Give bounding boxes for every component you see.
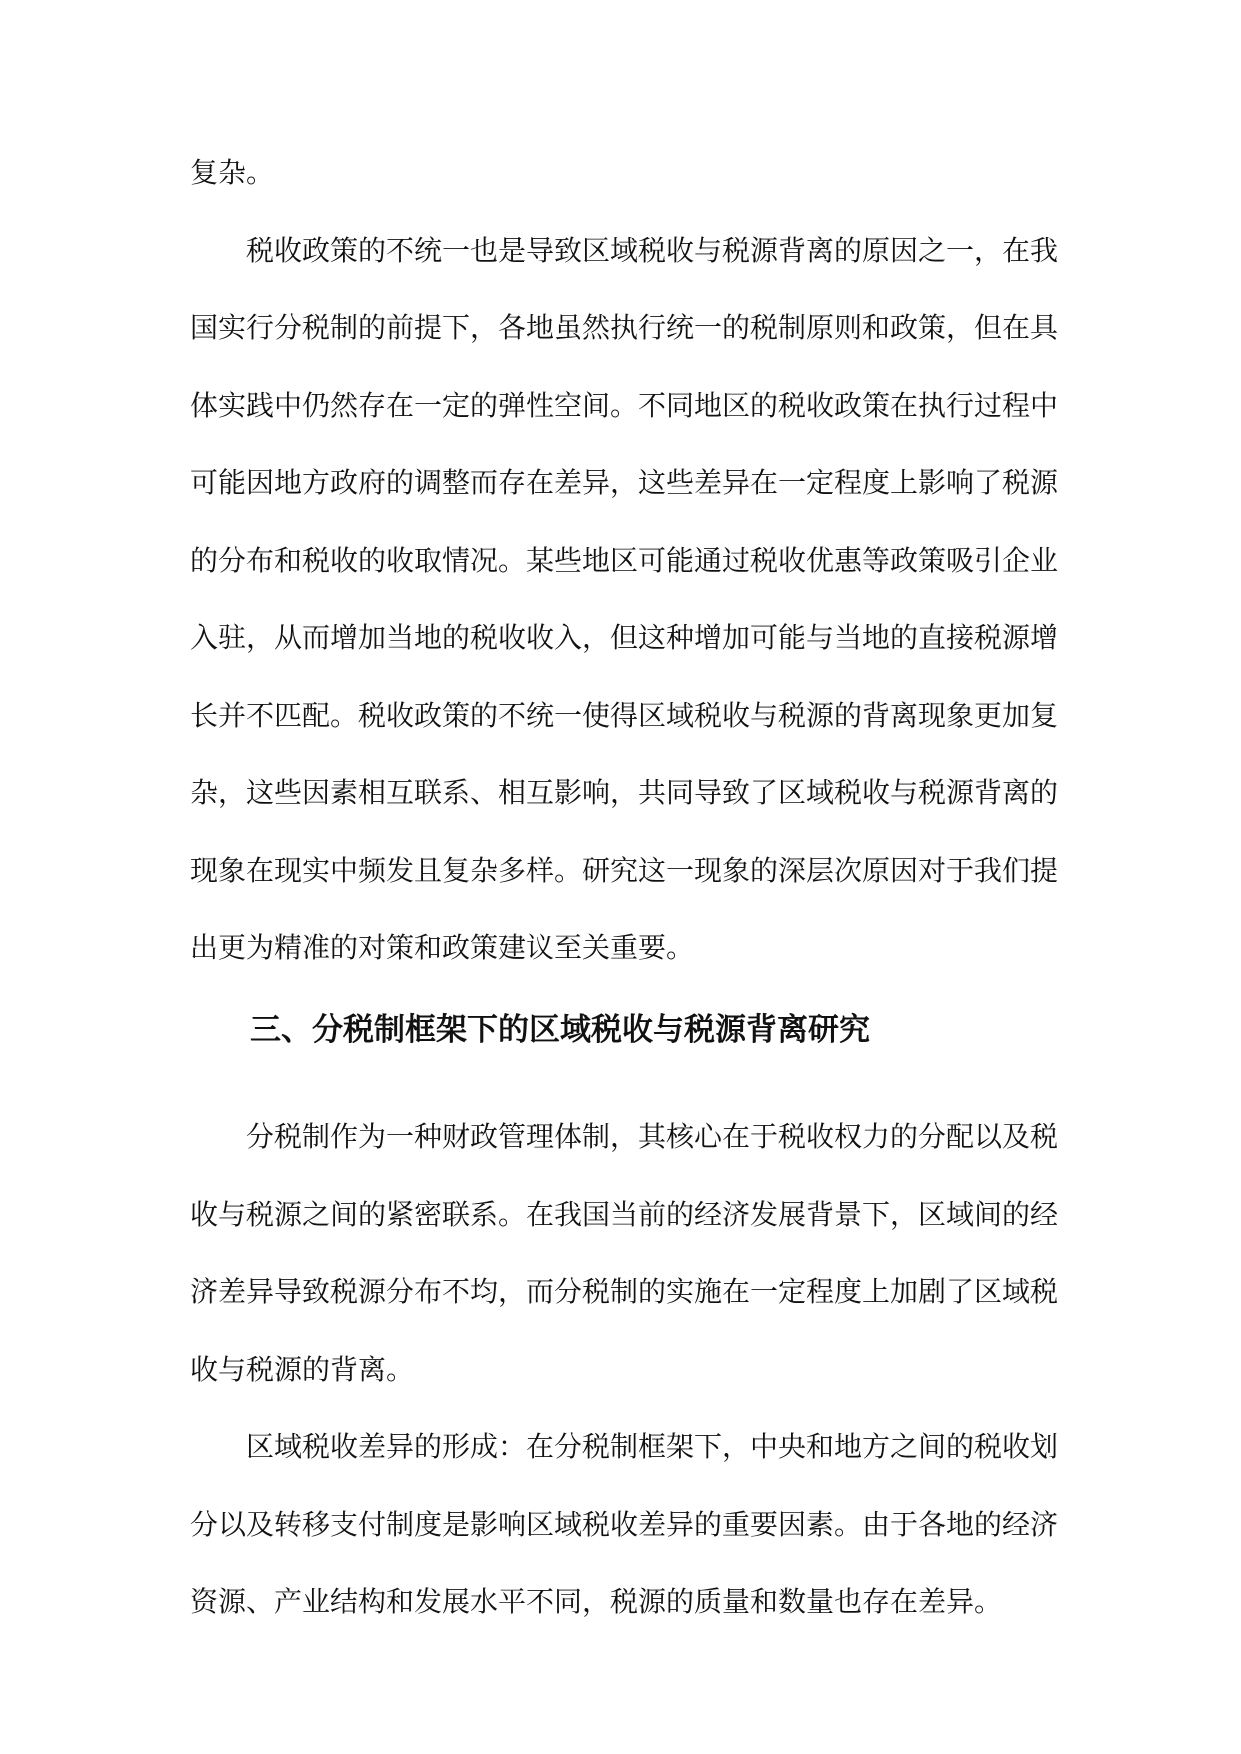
paragraph-regional-difference: 区域税收差异的形成：在分税制框架下，中央和地方之间的税收划分以及转移支付制度是影响区域税收差异的重要因素。由于各地的经济资源、产业结构和发展水平不同，税源的质量和数量也存在差异。 xyxy=(190,1430,1059,1618)
section-heading: 三、分税制框架下的区域税收与税源背离研究 xyxy=(250,1012,870,1048)
body-text-bottom xyxy=(190,1098,1058,1641)
body-text-top xyxy=(190,134,1058,987)
paragraph-continuation: 复杂。 xyxy=(190,156,275,189)
paragraph-intro: 分税制作为一种财政管理体制，其核心在于税收权力的分配以及税收与税源之间的紧密联系。在我国当前的经济发展背景下，区域间的经济差异导致税源分布不均，而分税制的实施在一定程度上加剧了区域税收与税源的背离。 xyxy=(190,1120,1059,1386)
paragraph-tax-policy: 税收政策的不统一也是导致区域税收与税源背离的原因之一，在我国实行分税制的前提下，各地虽然执行统一的税制原则和政策，但在具体实践中仍然存在一定的弹性空间。不同地区的税收政策在执行过程中可能因地方政府的调整而存在差异，这些差异在一定程度上影响了税源的分布和税收的收取情况。某些地区可能通过税收优惠等政策吸引企业入驻，从而增加当地的税收收入，但这种增加可能与当地的直接税源增长并不匹配。税收政策的不统一使得区域税收与税源的背离现象更加复杂，这些因素相互联系、相互影响，共同导致了区域税收与税源背离的现象在现实中频发且复杂多样。研究这一现象的深层次原因对于我们提出更为精准的对策和政策建议至关重要。 xyxy=(190,233,1059,964)
